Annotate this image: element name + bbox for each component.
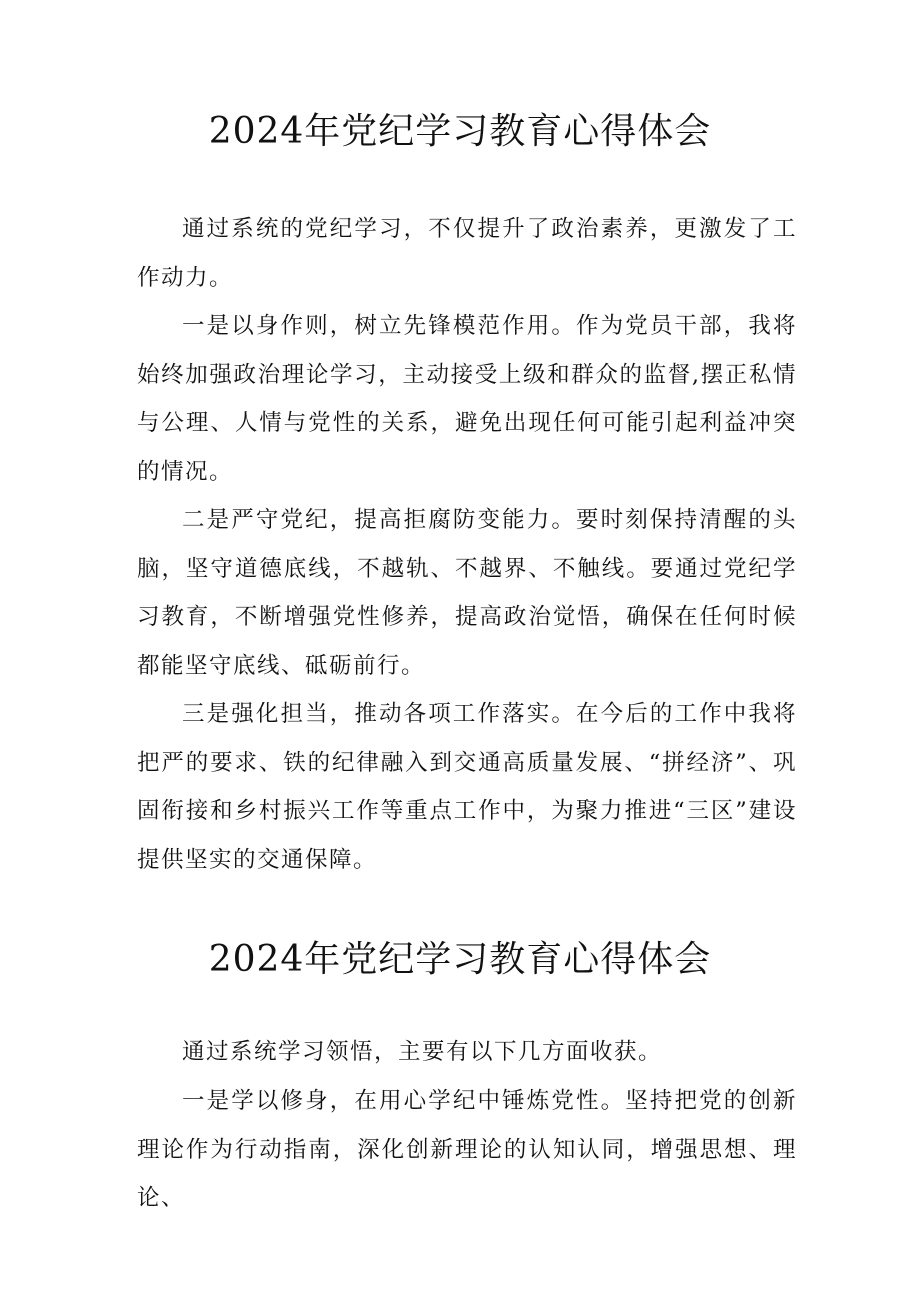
section2-paragraph-1: 通过系统学习领悟，主要有以下几方面收获。 — [182, 1039, 663, 1065]
section1-paragraph-2: 一是以身作则，树立先锋模范作用。作为党员干部，我将始终加强政治理论学习，主动接受上级和群众的监督,摆正私情与公理、人情与党性的关系，避免出现任何可能引起利益冲突的情况。 — [137, 313, 797, 485]
section1-paragraph-4: 三是强化担当，推动各项工作落实。在今后的工作中我将把严的要求、铁的纪律融入到交通高质量发展、“拼经济”、巩固衔接和乡村振兴工作等重点工作中，为聚力推进“三区”建设提供坚实的交通保障。 — [137, 701, 797, 873]
section1-title: 2024年党纪学习教育心得体会 — [208, 111, 712, 152]
section1-paragraph-1: 通过系统的党纪学习，不仅提升了政治素养，更激发了工作动力。 — [137, 216, 797, 291]
section2-paragraph-2: 一是学以修身，在用心学纪中锤炼党性。坚持把党的创新理论作为行动指南，深化创新理论的认知认同，增强思想、理论、 — [137, 1088, 797, 1211]
section2-title: 2024年党纪学习教育心得体会 — [208, 939, 712, 980]
section1-paragraph-3: 二是严守党纪，提高拒腐防变能力。要时刻保持清醒的头脑，坚守道德底线，不越轨、不越界、不触线。要通过党纪学习教育，不断增强党性修养，提高政治觉悟，确保在任何时候都能坚守底线、砥砺前行。 — [137, 507, 797, 679]
